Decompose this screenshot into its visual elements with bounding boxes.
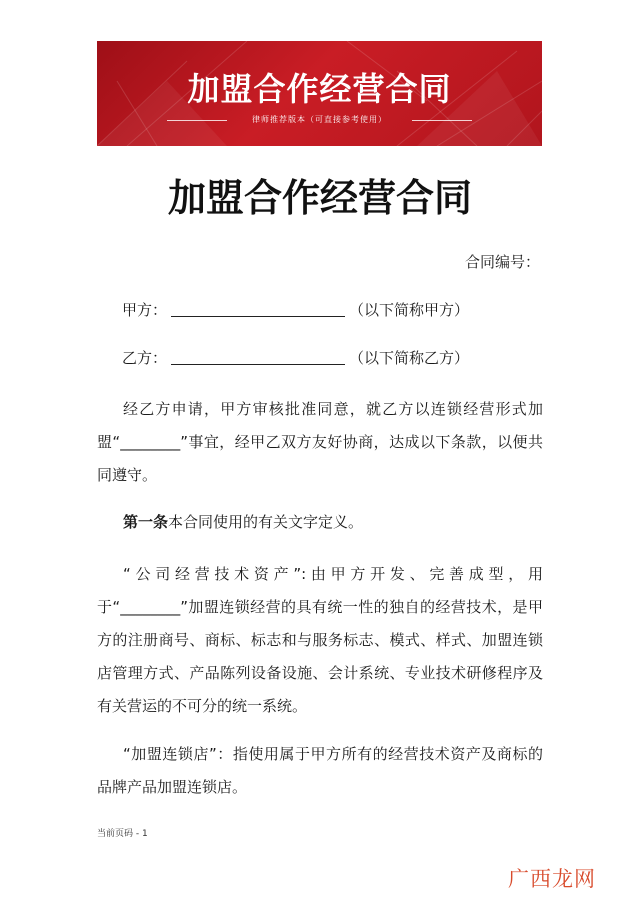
party-a-label: 甲方： [122,301,168,319]
banner-divider-right [412,120,472,121]
article-1-text: 本合同使用的有关文字定义。 [168,513,364,531]
contract-number-label: 合同编号： [464,253,540,271]
party-a-suffix: （以下简称甲方） [349,301,470,319]
banner-title: 加盟合作经营合同 [187,70,452,108]
article-1-paragraph [97,506,543,539]
party-a-line [122,300,469,320]
definition-2-paragraph: “加盟连锁店”：指使用属于甲方所有的经营技术资产及商标的品牌产品加盟连锁店。 [97,745,543,796]
intro-paragraph: 经乙方申请，甲方审核批准同意，就乙方以连锁经营形式加盟“________”事宜，经甲乙双方友好协商，达成以下条款，以便共同遵守。 [97,400,543,484]
party-b-blank [171,363,345,365]
article-1-heading: 第一条 [123,513,169,531]
party-a-blank [171,315,345,317]
watermark: 广西龙网 [508,867,596,891]
definition-1-paragraph: “公司经营技术资产”:由甲方开发、完善成型，用于“________”加盟连锁经营的具有统一性的独自的经营技术，是甲方的注册商号、商标、标志和与服务标志、模式、样式、加盟连锁店管理方式、产品陈列设备设施、会计系统、专业技术研修程序及有关营运的不可分的统一系统。 [97,565,543,715]
party-b-line [122,348,469,368]
banner-subtitle: 律师推荐版本（可直接参考使用） [252,115,387,124]
page-number: 当前页码 - 1 [97,829,148,839]
document-title: 加盟合作经营合同 [167,176,472,220]
header-banner [97,41,542,146]
party-b-label: 乙方： [122,349,168,367]
party-b-suffix: （以下简称乙方） [349,349,470,367]
